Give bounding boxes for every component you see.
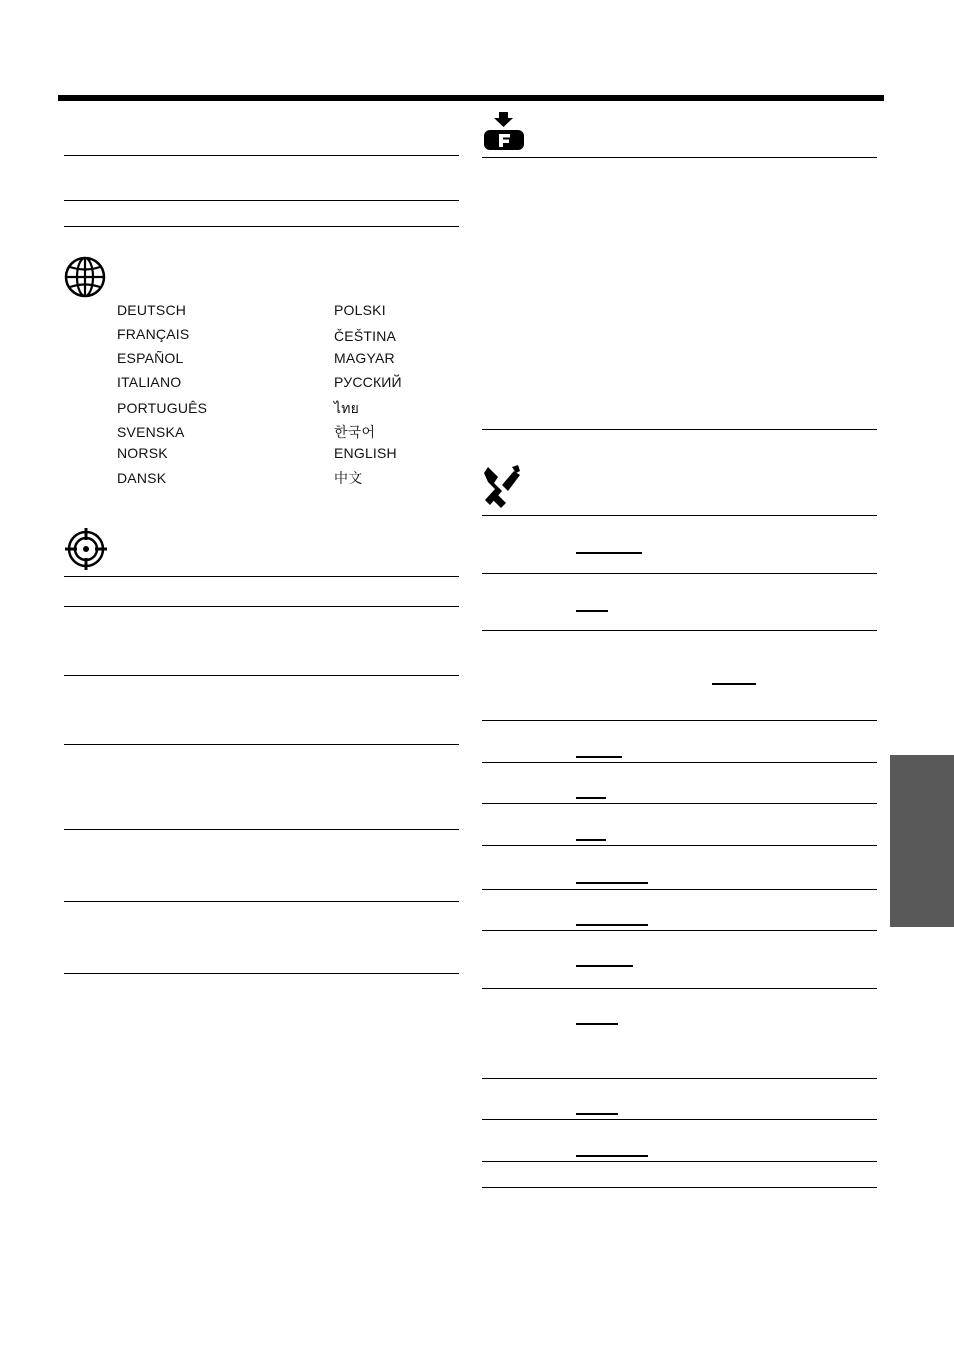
divider — [482, 930, 877, 931]
divider — [64, 901, 459, 902]
language-option[interactable]: ไทย — [334, 400, 360, 416]
default-value-underline — [576, 882, 648, 884]
divider — [482, 720, 877, 721]
language-option[interactable]: NORSK — [117, 445, 168, 461]
language-option[interactable]: ITALIANO — [117, 374, 182, 390]
language-option[interactable]: POLSKI — [334, 302, 386, 318]
divider — [64, 200, 459, 201]
default-value-underline — [576, 965, 633, 967]
wrench-screwdriver-icon — [482, 463, 522, 509]
header-rule — [58, 95, 884, 101]
divider — [482, 988, 877, 989]
default-value-underline — [576, 756, 622, 758]
default-value-underline — [576, 924, 648, 926]
f-arrow-down-icon — [482, 110, 526, 152]
language-option[interactable]: РУССКИЙ — [334, 374, 402, 390]
default-value-underline — [576, 1155, 648, 1157]
divider — [64, 973, 459, 974]
divider — [64, 155, 459, 156]
language-option[interactable]: DEUTSCH — [117, 302, 187, 318]
divider — [482, 762, 877, 763]
divider — [482, 573, 877, 574]
divider — [482, 1161, 877, 1162]
divider — [64, 829, 459, 830]
divider — [482, 1119, 877, 1120]
default-value-underline — [576, 1113, 618, 1115]
divider — [482, 157, 877, 158]
divider — [482, 429, 877, 430]
divider — [482, 630, 877, 631]
divider — [64, 744, 459, 745]
divider — [482, 803, 877, 804]
divider — [64, 226, 459, 227]
default-value-underline — [576, 839, 606, 841]
language-option[interactable]: 한국어 — [334, 424, 376, 440]
divider — [482, 845, 877, 846]
crosshair-target-icon — [64, 527, 108, 571]
divider — [482, 1187, 877, 1188]
language-option[interactable]: SVENSKA — [117, 424, 185, 440]
default-value-underline — [576, 797, 606, 799]
divider — [482, 889, 877, 890]
divider — [482, 515, 877, 516]
language-option[interactable]: ESPAÑOL — [117, 350, 184, 366]
default-value-underline — [576, 1023, 618, 1025]
globe-icon — [64, 256, 106, 298]
language-option[interactable]: 中文 — [334, 470, 363, 486]
language-option[interactable]: FRANÇAIS — [117, 326, 190, 342]
default-value-underline — [576, 610, 608, 612]
divider — [482, 1078, 877, 1079]
divider — [64, 675, 459, 676]
divider — [64, 576, 459, 577]
chapter-side-tab — [890, 755, 954, 927]
divider — [64, 606, 459, 607]
default-value-underline — [712, 683, 756, 685]
language-option[interactable]: ČEŠTINA — [334, 328, 397, 344]
language-option[interactable]: PORTUGUÊS — [117, 400, 208, 416]
language-option[interactable]: MAGYAR — [334, 350, 395, 366]
default-value-underline — [576, 552, 642, 554]
language-option[interactable]: DANSK — [117, 470, 167, 486]
language-option[interactable]: ENGLISH — [334, 445, 397, 461]
